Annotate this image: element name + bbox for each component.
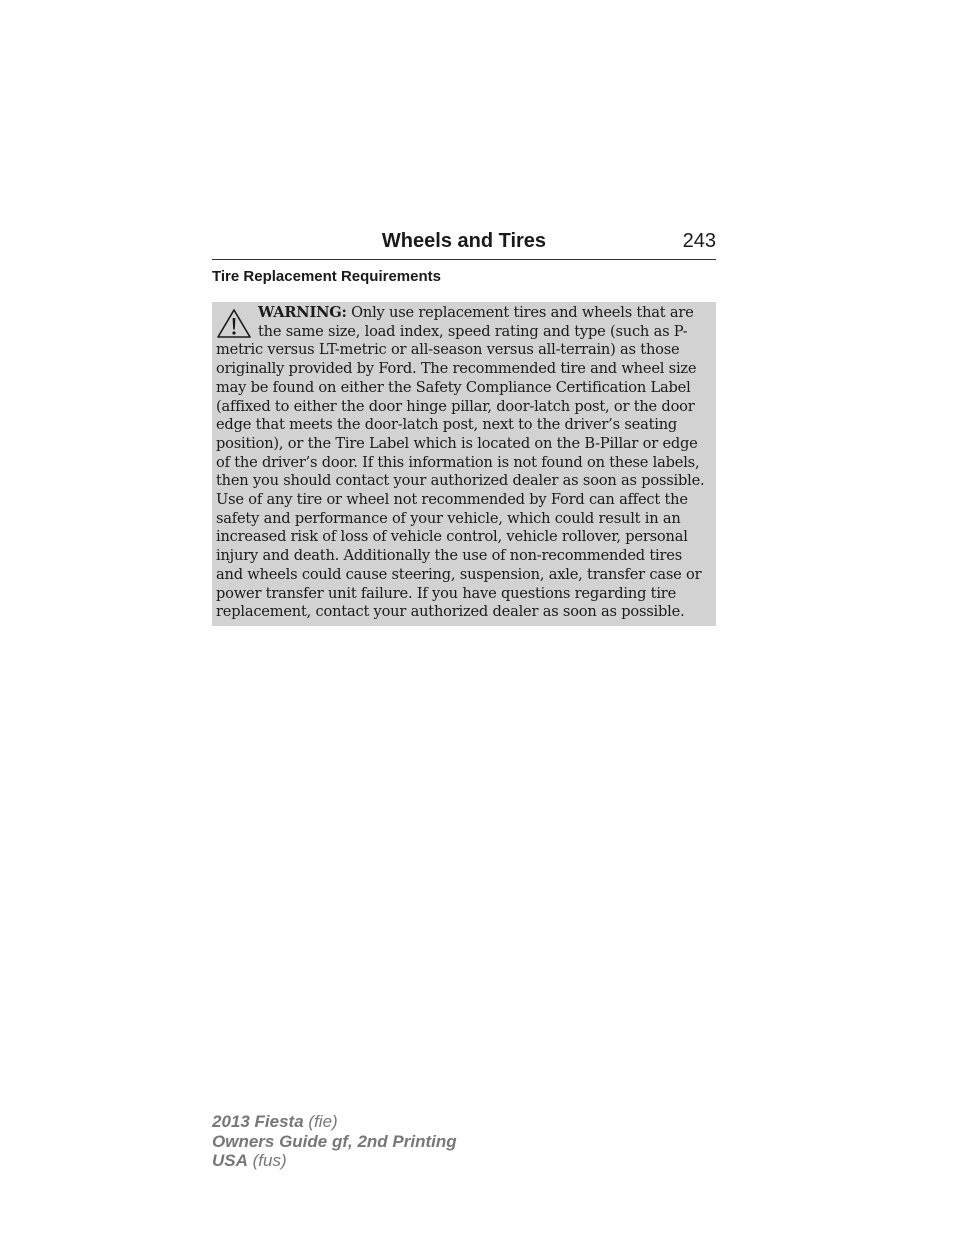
warning-box: [212, 302, 716, 626]
warning-label: WARNING:: [258, 304, 347, 321]
footer-model-code: (fie): [308, 1112, 338, 1131]
section-title: Wheels and Tires: [381, 230, 547, 252]
footer-region: USA: [212, 1151, 248, 1170]
subheading: Tire Replacement Requirements: [212, 268, 441, 285]
page-header: [212, 230, 716, 260]
footer: [212, 1112, 457, 1171]
footer-region-code: (fus): [252, 1151, 287, 1170]
warning-text: [216, 304, 712, 622]
warning-triangle-icon: [216, 307, 252, 341]
footer-line-model: [212, 1112, 457, 1132]
footer-guide: Owners Guide gf, 2nd Printing: [212, 1131, 457, 1151]
footer-line-region: [212, 1151, 457, 1171]
footer-model: 2013 Fiesta: [212, 1112, 304, 1131]
page-number: 243: [682, 230, 716, 252]
warning-body: Only use replacement tires and wheels that are the same size, load index, speed rating and type (such as P-metric versus LT-metric or all-season versus all-terrain) as those originally provided by Ford. The recommended tire and wheel size may be found on either the Safety Compliance Certification Label (affixed to either the door hinge pillar, door-latch post, or the door edge that meets the door-latch post, next to the driver’s seating position), or the Tire Label which is located on the B-Pillar or edge of the driver’s door. If this information is not found on these labels, then you should contact your authorized dealer as soon as possible. Use of any tire or wheel not recommended by Ford can affect the safety and performance of your vehicle, which could result in an increased risk of loss of vehicle control, vehicle rollover, personal injury and death. Additionally the use of non-recommended tires and wheels could cause steering, suspension, axle, transfer case or power transfer unit failure. If you have questions regarding tire replacement, contact your authorized dealer as soon as possible.: [216, 304, 705, 621]
